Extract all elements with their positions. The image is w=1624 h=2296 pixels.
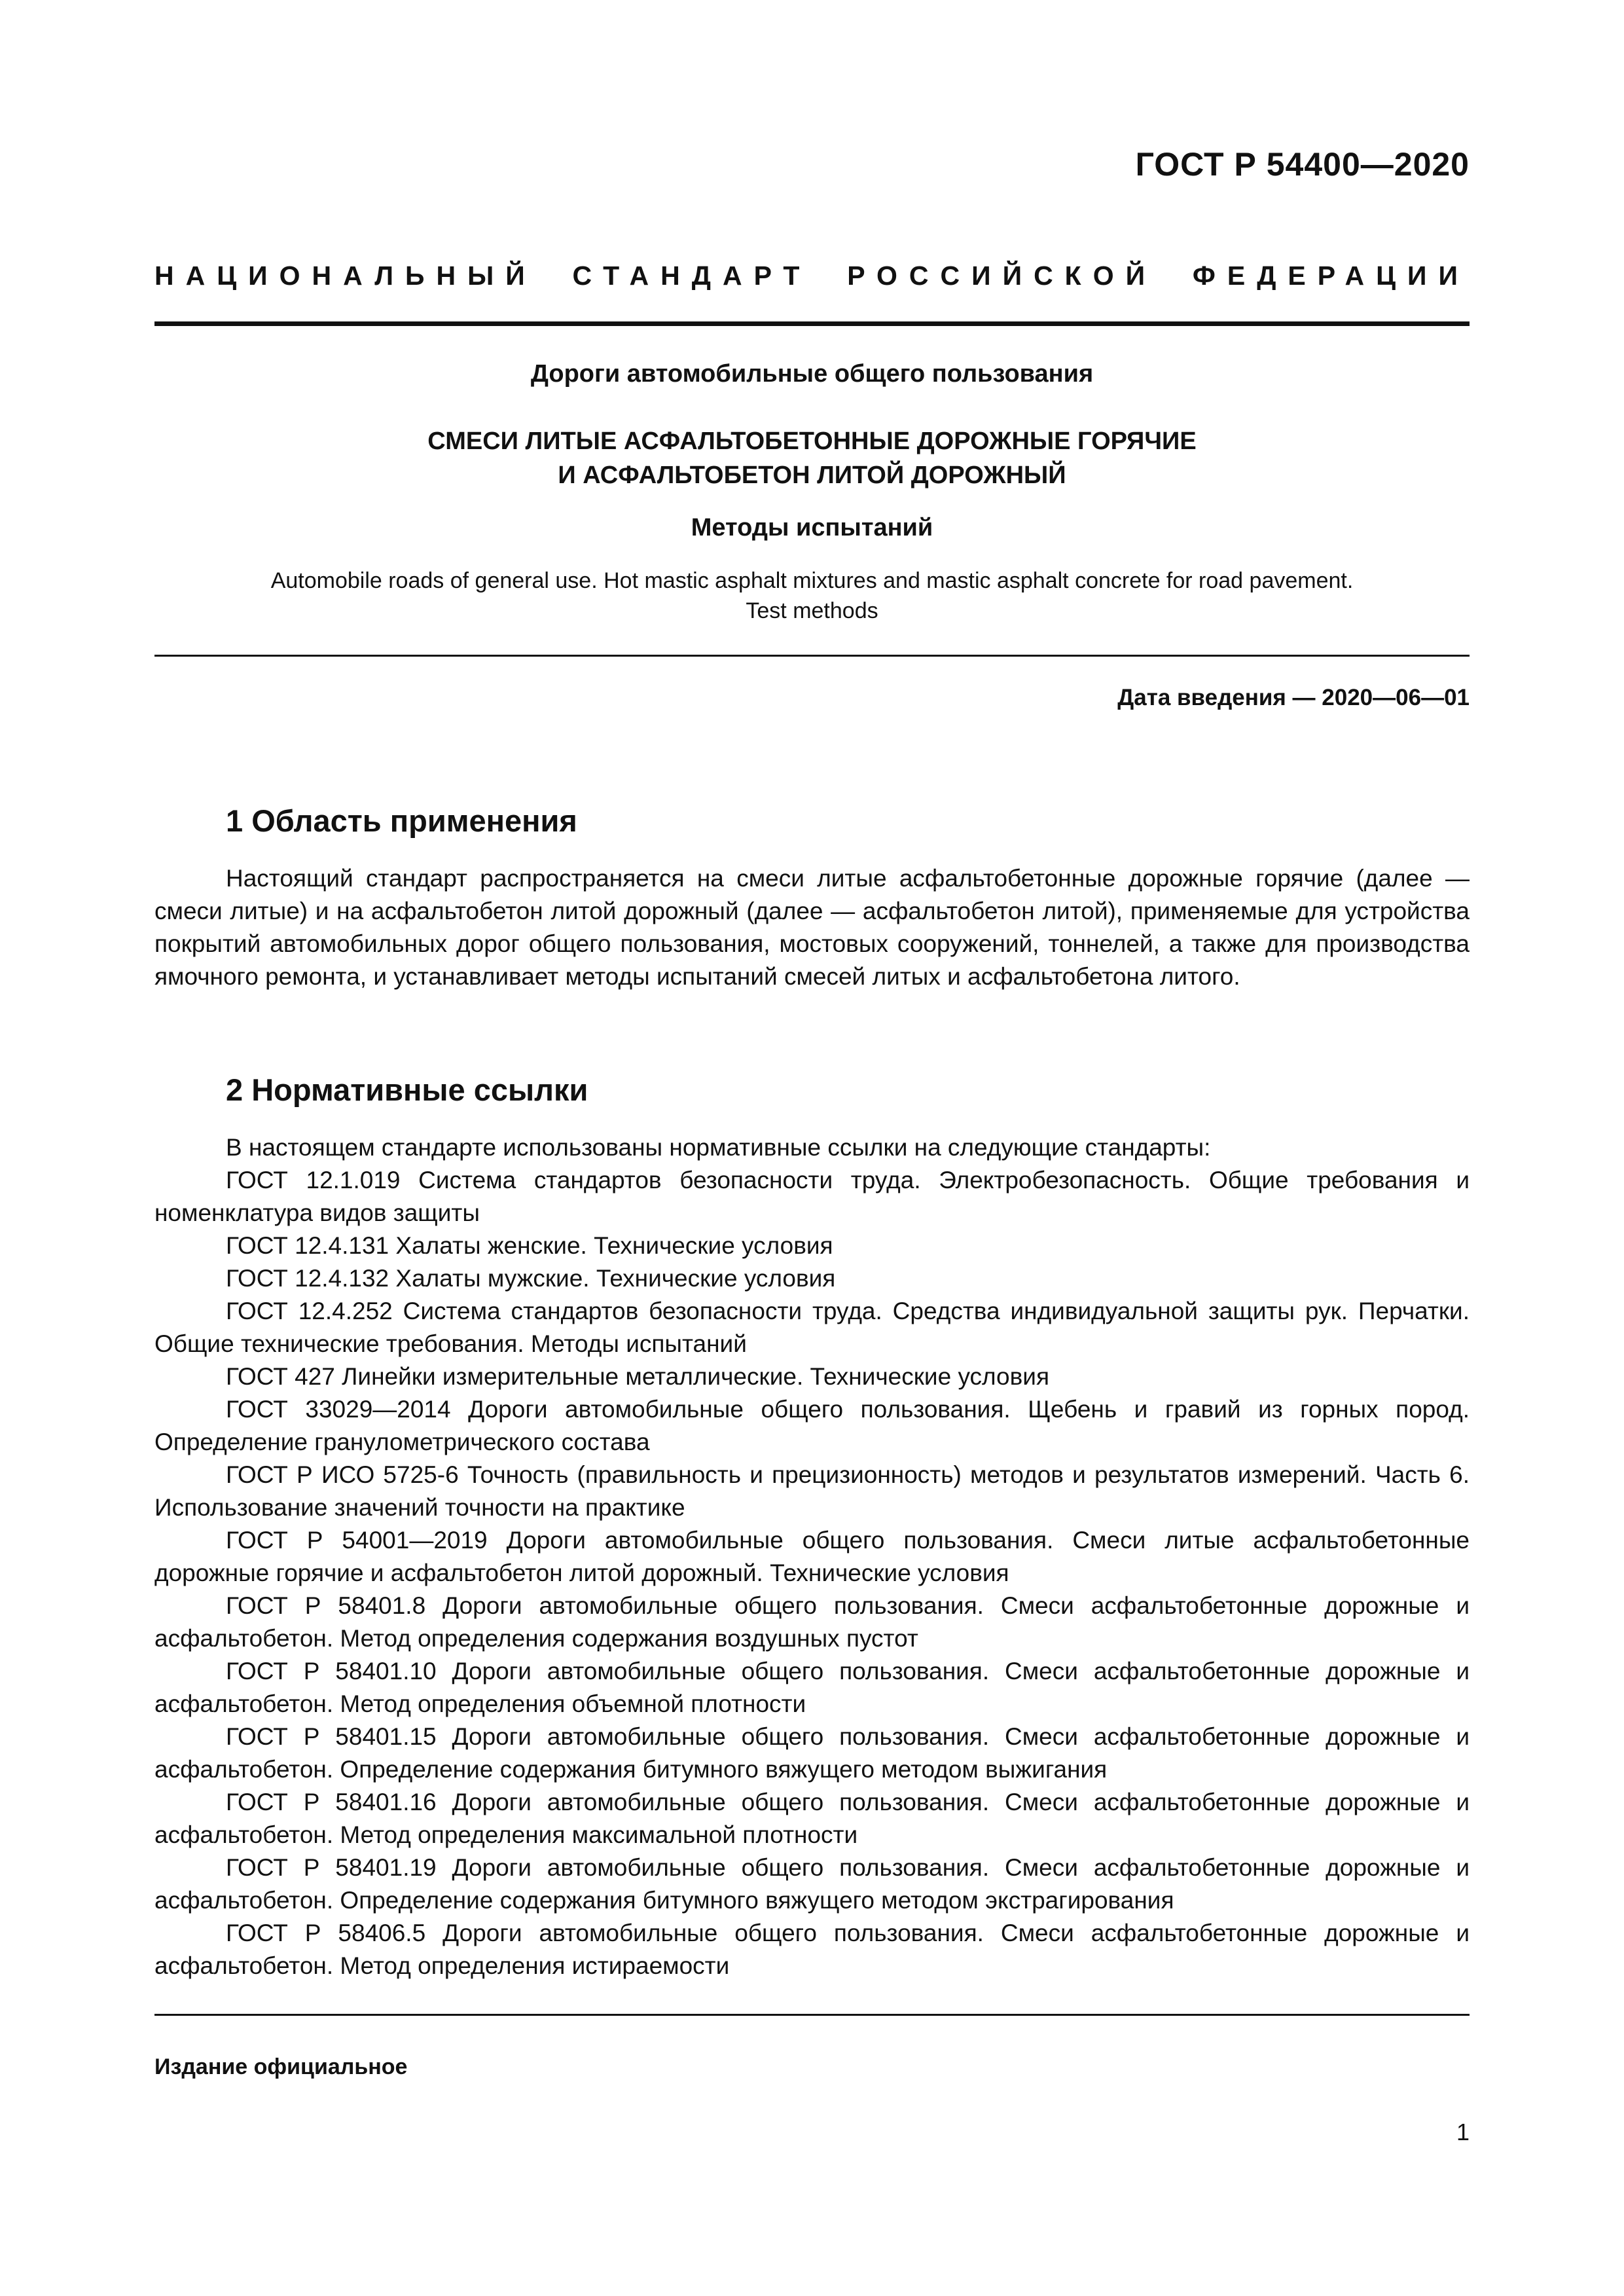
scope-text [154, 862, 1470, 993]
reference-item: ГОСТ Р 58401.10 Дороги автомобильные общего пользования. Смеси асфальтобетонные дорожные и асфальтобетон. Метод определения объемной плотности [154, 1658, 1470, 1717]
scope-paragraph: Настоящий стандарт распространяется на смеси литые асфальтобетонные дорожные горячие (далее — смеси литые) и на асфальтобетон литой дорожный (далее — асфальтобетон литой), применяемые для устройства покрытий автомобильных дорог общего пользования, мостовых сооружений, тоннелей, а также для производства ямочного ремонта, и устанавливает методы испытаний смесей литых и асфальтобетона литого. [154, 865, 1470, 990]
reference-item: ГОСТ Р 54001—2019 Дороги автомобильные общего пользования. Смеси литые асфальтобетонные дорожные горячие и асфальтобетон литой дорожный. Технические условия [154, 1527, 1470, 1586]
title-divider [154, 655, 1470, 657]
references-list [154, 1131, 1470, 1982]
reference-item: ГОСТ Р 58401.19 Дороги автомобильные общего пользования. Смеси асфальтобетонные дорожные и асфальтобетон. Определение содержания битумного вяжущего методом экстрагирования [154, 1854, 1470, 1914]
title-line-2: И АСФАЛЬТОБЕТОН ЛИТОЙ ДОРОЖНЫЙ [558, 462, 1066, 489]
reference-item: ГОСТ 12.4.131 Халаты женские. Технические условия [226, 1232, 833, 1259]
page-number: 1 [1456, 2119, 1470, 2145]
reference-item: ГОСТ Р 58406.5 Дороги автомобильные общего пользования. Смеси асфальтобетонные дорожные и асфальтобетон. Метод определения истираемости [154, 1920, 1470, 1979]
section-heading-references: 2 Нормативные ссылки [226, 1072, 588, 1107]
reference-item: ГОСТ 12.4.252 Система стандартов безопасности труда. Средства индивидуальной защиты рук. Перчатки. Общие технические требования. Методы испытаний [154, 1298, 1470, 1357]
english-title-line-1: Automobile roads of general use. Hot mastic asphalt mixtures and mastic asphalt concrete for road pavement. [270, 568, 1354, 593]
english-title-line-2: Test methods [746, 598, 878, 623]
reference-item: ГОСТ 33029—2014 Дороги автомобильные общего пользования. Щебень и гравий из горных пород. Определение гранулометрического состава [154, 1396, 1470, 1455]
title-line-1: СМЕСИ ЛИТЫЕ АСФАЛЬТОБЕТОННЫЕ ДОРОЖНЫЕ ГОРЯЧИЕ [427, 428, 1197, 455]
references-intro: В настоящем стандарте использованы нормативные ссылки на следующие стандарты: [226, 1134, 1211, 1161]
introduction-date: Дата введения — 2020—06—01 [1117, 685, 1470, 710]
footer-divider [154, 2014, 1470, 2016]
reference-item: ГОСТ 427 Линейки измерительные металлические. Технические условия [226, 1363, 1049, 1390]
reference-item: ГОСТ Р 58401.16 Дороги автомобильные общего пользования. Смеси асфальтобетонные дорожные и асфальтобетон. Метод определения максимальной плотности [154, 1789, 1470, 1848]
reference-item: ГОСТ Р 58401.8 Дороги автомобильные общего пользования. Смеси асфальтобетонные дорожные и асфальтобетон. Метод определения содержания воздушных пустот [154, 1592, 1470, 1652]
reference-item: ГОСТ 12.4.132 Халаты мужские. Технические условия [226, 1265, 836, 1292]
english-title [154, 566, 1470, 626]
document-title [154, 424, 1470, 492]
section-heading-scope: 1 Область применения [226, 803, 577, 838]
document-subtitle: Методы испытаний [691, 514, 933, 541]
document-subject: Дороги автомобильные общего пользования [530, 360, 1094, 388]
reference-item: ГОСТ Р 58401.15 Дороги автомобильные общего пользования. Смеси асфальтобетонные дорожные и асфальтобетон. Определение содержания битумного вяжущего методом выжигания [154, 1723, 1470, 1783]
national-standard-heading: НАЦИОНАЛЬНЫЙ СТАНДАРТ РОССИЙСКОЙ ФЕДЕРАЦИИ [154, 261, 1470, 291]
top-divider [154, 321, 1470, 326]
document-code: ГОСТ Р 54400—2020 [1135, 146, 1470, 183]
reference-item: ГОСТ Р ИСО 5725-6 Точность (правильность и прецизионность) методов и результатов измерений. Часть 6. Использование значений точности на практике [154, 1461, 1470, 1521]
edition-label: Издание официальное [154, 2054, 408, 2079]
reference-item: ГОСТ 12.1.019 Система стандартов безопасности труда. Электробезопасность. Общие требования и номенклатура видов защиты [154, 1167, 1470, 1226]
